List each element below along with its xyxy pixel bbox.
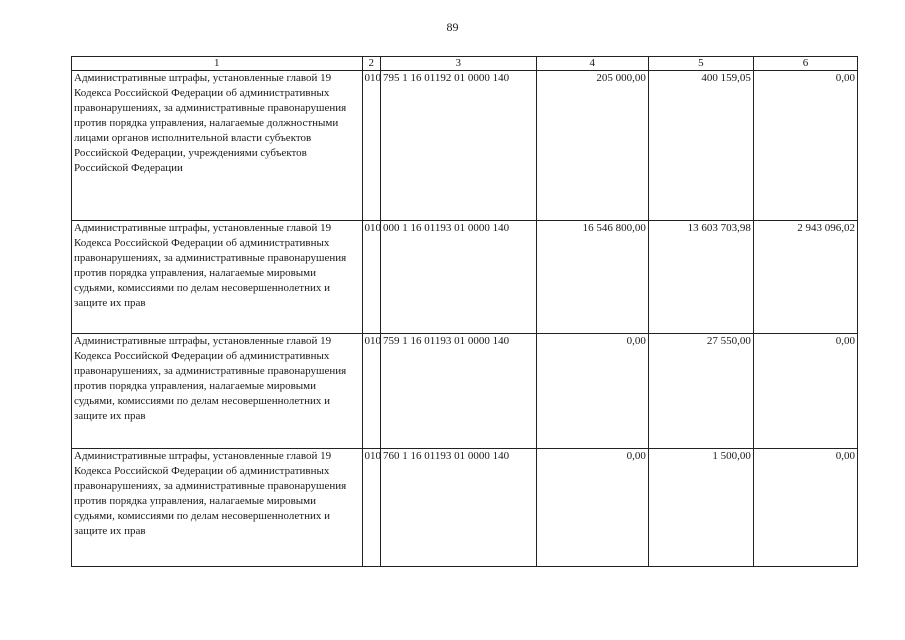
column-header-1: 1 [72, 57, 363, 71]
column-header-6: 6 [753, 57, 857, 71]
row-value-col6: 0,00 [753, 334, 857, 449]
table-header-row [72, 57, 858, 71]
column-header-4: 4 [536, 57, 648, 71]
row-line-code: 010 [362, 449, 381, 567]
table-row [72, 449, 858, 567]
row-kbk-code: 760 1 16 01193 01 0000 140 [381, 449, 537, 567]
row-value-col4: 16 546 800,00 [536, 221, 648, 334]
table-row [72, 221, 858, 334]
column-header-3: 3 [381, 57, 537, 71]
row-value-col5: 27 550,00 [648, 334, 753, 449]
row-value-col5: 13 603 703,98 [648, 221, 753, 334]
table-row [72, 334, 858, 449]
row-kbk-code: 000 1 16 01193 01 0000 140 [381, 221, 537, 334]
column-header-2: 2 [362, 57, 381, 71]
revenue-table [71, 56, 858, 567]
row-value-col4: 0,00 [536, 449, 648, 567]
row-description: Административные штрафы, установленные главой 19 Кодекса Российской Федерации об административных правонарушениях, за административные правонарушения против порядка управления, налагаемые мировыми судьями, комиссиями по делам несовершеннолетних и защите их прав [72, 334, 363, 449]
row-line-code: 010 [362, 71, 381, 221]
table-row [72, 71, 858, 221]
row-kbk-code: 759 1 16 01193 01 0000 140 [381, 334, 537, 449]
row-value-col4: 205 000,00 [536, 71, 648, 221]
row-value-col6: 0,00 [753, 449, 857, 567]
column-header-5: 5 [648, 57, 753, 71]
row-line-code: 010 [362, 334, 381, 449]
row-value-col6: 2 943 096,02 [753, 221, 857, 334]
row-value-col5: 1 500,00 [648, 449, 753, 567]
row-description: Административные штрафы, установленные главой 19 Кодекса Российской Федерации об административных правонарушениях, за административные правонарушения против порядка управления, налагаемые мировыми судьями, комиссиями по делам несовершеннолетних и защите их прав [72, 221, 363, 334]
row-value-col5: 400 159,05 [648, 71, 753, 221]
row-value-col4: 0,00 [536, 334, 648, 449]
row-value-col6: 0,00 [753, 71, 857, 221]
page-number: 89 [446, 20, 459, 34]
row-description: Административные штрафы, установленные главой 19 Кодекса Российской Федерации об административных правонарушениях, за административные правонарушения против порядка управления, налагаемые должностными лицами органов исполнительной власти субъектов Российской Федерации, учреждениями субъектов Российской Федерации [72, 71, 363, 221]
row-kbk-code: 795 1 16 01192 01 0000 140 [381, 71, 537, 221]
row-description: Административные штрафы, установленные главой 19 Кодекса Российской Федерации об административных правонарушениях, за административные правонарушения против порядка управления, налагаемые мировыми судьями, комиссиями по делам несовершеннолетних и защите их прав [72, 449, 363, 567]
row-line-code: 010 [362, 221, 381, 334]
